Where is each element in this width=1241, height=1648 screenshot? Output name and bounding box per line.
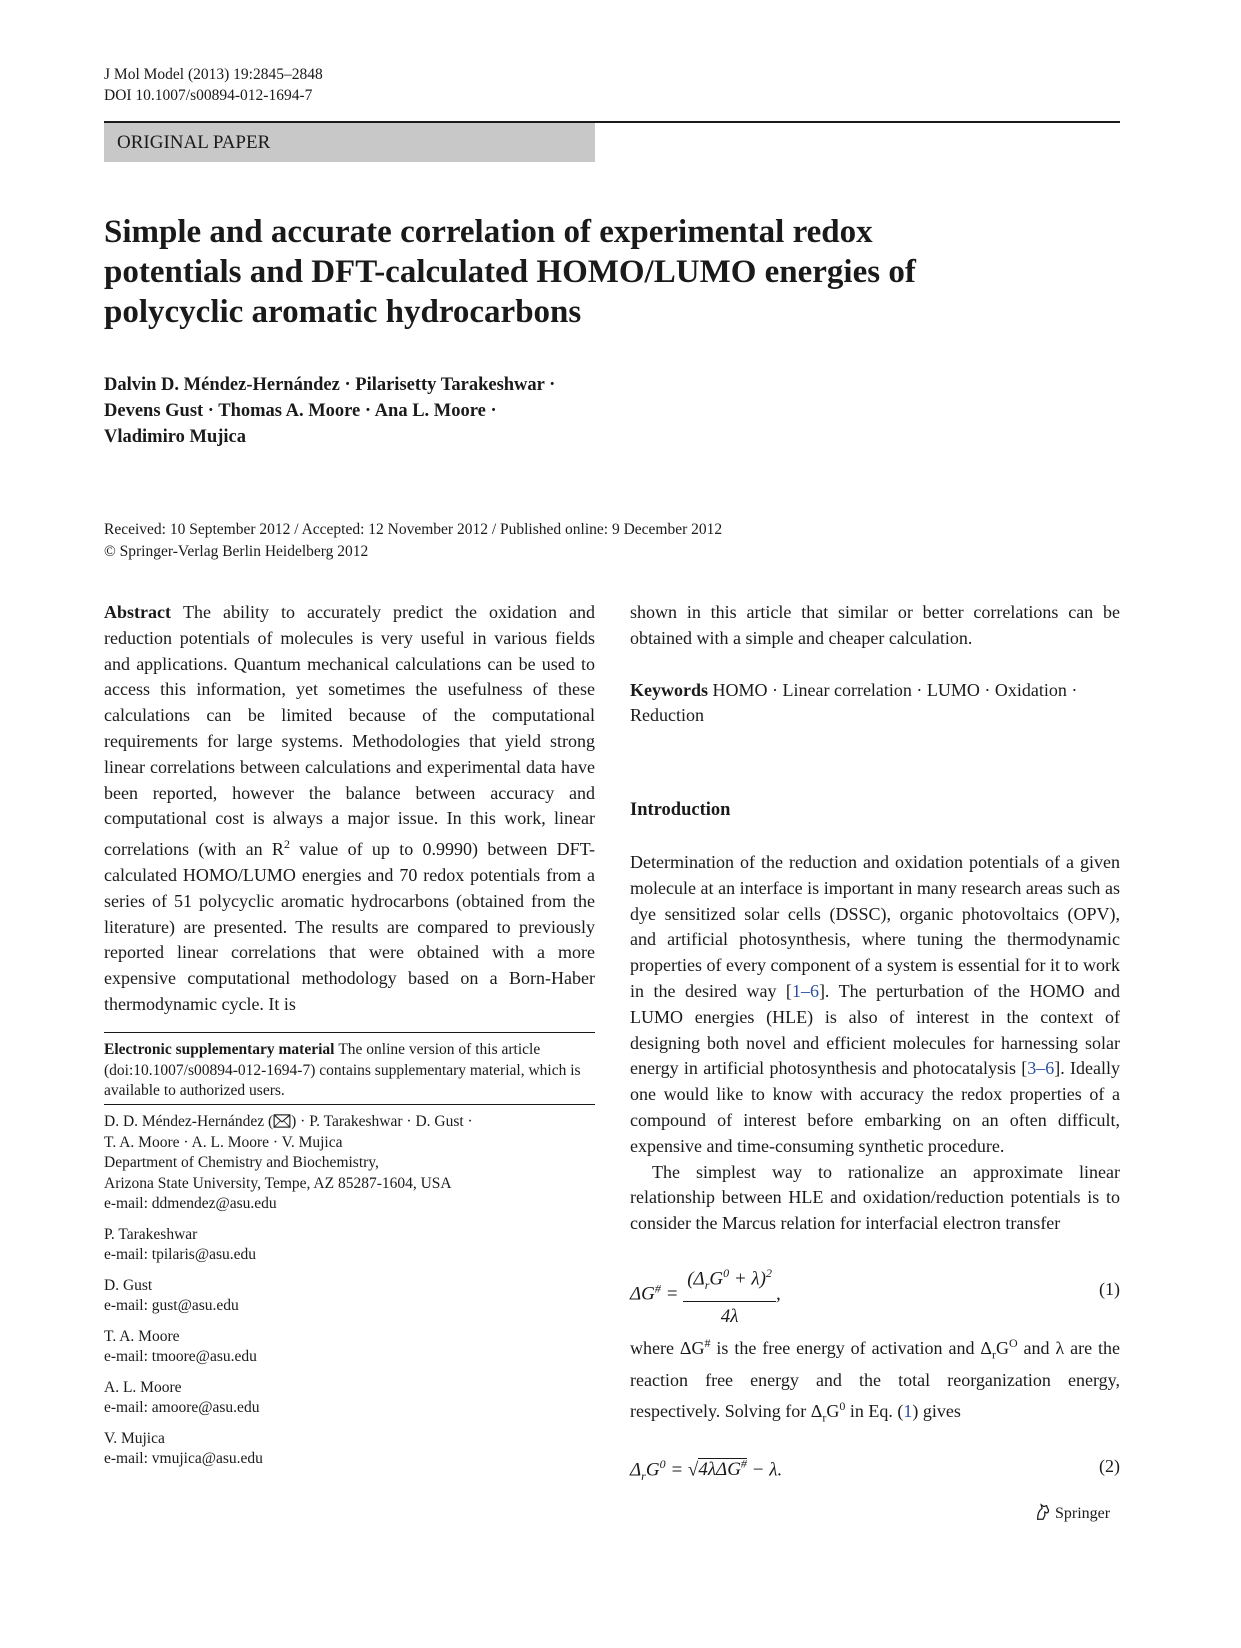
affiliation-names-rest: ) · P. Tarakeshwar · D. Gust · bbox=[291, 1113, 473, 1130]
contact-entry bbox=[104, 1276, 595, 1317]
keywords-label: Keywords bbox=[630, 679, 708, 700]
contact-name: T. A. Moore bbox=[104, 1327, 180, 1345]
keywords-text: HOMO · Linear correlation · LUMO · Oxidation · Reduction bbox=[630, 679, 1078, 726]
abstract-label: Abstract bbox=[104, 602, 171, 622]
citation-link[interactable]: 1–6 bbox=[791, 980, 819, 1001]
r-squared-sup: 2 bbox=[283, 837, 290, 852]
abstract-continuation bbox=[630, 600, 1120, 729]
affiliation-department: Department of Chemistry and Biochemistry, bbox=[104, 1154, 379, 1171]
affiliation-rule bbox=[104, 1104, 595, 1105]
abstract-continuation-text: shown in this article that similar or better correlations can be obtained with a simple and cheaper calculation. bbox=[630, 602, 1120, 648]
contact-entry bbox=[104, 1225, 595, 1266]
author-list bbox=[104, 372, 804, 450]
affiliations bbox=[104, 1112, 595, 1480]
intro-text: ]. The perturbation of the HOMO and LUMO energies (HLE) is also of interest in the context of designing both novel and efficient molecules for harnessing solar energy in artificial photosynthesis and photocatalysis [ bbox=[630, 980, 1120, 1079]
esm-text: The online version of this article (doi:10.1007/s00894-012-1694-7) contains supplementary material, which is available to authorized users. bbox=[104, 1041, 581, 1099]
contact-name: P. Tarakeshwar bbox=[104, 1225, 198, 1243]
contact-name: V. Mujica bbox=[104, 1429, 165, 1447]
abstract-text: The ability to accurately predict the oxidation and reduction potentials of molecules is very useful in various fields and applications. Quantum mechanical calculations can be used to access this information, yet sometimes the usefulness of these calculations can be limited because of the computational requirements for large systems. Methodologies that yield strong linear correlations between calculations and experimental data have been reported, however the balance between accuracy and computational cost is always a major issue. In this work, linear correlations (with an R bbox=[104, 602, 596, 860]
journal-header bbox=[104, 64, 323, 106]
introduction-body bbox=[630, 850, 1120, 1492]
contact-name: D. Gust bbox=[104, 1276, 153, 1294]
contact-email[interactable]: e-mail: gust@asu.edu bbox=[104, 1297, 239, 1314]
intro-text: and λ are the reaction free energy and the total reorganization energy, respectively. Solving for Δ bbox=[630, 1337, 1120, 1422]
affiliation-address: Arizona State University, Tempe, AZ 85287-1604, USA bbox=[104, 1174, 452, 1192]
esm-label: Electronic supplementary material bbox=[104, 1041, 335, 1058]
intro-paragraph-2: The simplest way to rationalize an approximate linear relationship between HLE and oxidation/reduction potentials is to consider the Marcus relation for interfacial electron transfer bbox=[630, 1161, 1120, 1234]
equation-link[interactable]: 1 bbox=[903, 1401, 913, 1422]
publisher-logo bbox=[1034, 1503, 1110, 1523]
springer-horse-icon bbox=[1034, 1503, 1052, 1521]
supplementary-note bbox=[104, 1040, 595, 1102]
intro-paragraph-1 bbox=[630, 850, 1120, 1160]
contact-email[interactable]: e-mail: vmujica@asu.edu bbox=[104, 1450, 263, 1467]
publisher-name: Springer bbox=[1055, 1505, 1111, 1522]
citation-link[interactable]: 3–6 bbox=[1027, 1058, 1055, 1079]
envelope-icon bbox=[273, 1114, 291, 1128]
contact-name: A. L. Moore bbox=[104, 1378, 182, 1396]
affiliation-names: D. D. Méndez-Hernández ( bbox=[104, 1113, 274, 1130]
contact-email[interactable]: e-mail: amoore@asu.edu bbox=[104, 1399, 260, 1416]
equation-1 bbox=[630, 1247, 1120, 1325]
intro-text: Determination of the reduction and oxidation potentials of a given molecule at an interface is important in many research areas such as dye sensitized solar cells (DSSC), organic photovoltaics (OPV), and artificial photosynthesis, where tuning the thermodynamic properties of every component of a system is essential for it to work in the desired way [ bbox=[630, 852, 1120, 1001]
author-line: Devens Gust · Thomas A. Moore · Ana L. Moore · bbox=[104, 401, 497, 421]
intro-text: ) gives bbox=[912, 1401, 961, 1422]
section-heading-introduction: Introduction bbox=[630, 800, 731, 820]
contact-email[interactable]: e-mail: tmoore@asu.edu bbox=[104, 1348, 257, 1365]
journal-citation: J Mol Model (2013) 19:2845–2848 bbox=[104, 66, 323, 83]
affiliation-main bbox=[104, 1112, 595, 1215]
abstract bbox=[104, 600, 595, 1018]
journal-doi: DOI 10.1007/s00894-012-1694-7 bbox=[104, 87, 313, 104]
esm-rule bbox=[104, 1032, 595, 1033]
affiliation-email[interactable]: e-mail: ddmendez@asu.edu bbox=[104, 1195, 277, 1212]
author-line: Dalvin D. Méndez-Hernández · Pilarisetty Tarakeshwar · bbox=[104, 375, 556, 395]
contact-email[interactable]: e-mail: tpilaris@asu.edu bbox=[104, 1246, 257, 1263]
affiliation-names-2: T. A. Moore · A. L. Moore · V. Mujica bbox=[104, 1133, 343, 1151]
equation-2-body: $\Delta_rG^0 = √4\lambda\Delta G^{\#} - \lambda$. bbox=[630, 1456, 783, 1483]
intro-text: where ΔG bbox=[630, 1337, 705, 1358]
intro-text: ]. Ideally one would like to know with accuracy the redox properties of a compound of interest before embarking on an often difficult, expensive and time-consuming synthetic procedure. bbox=[630, 1058, 1120, 1156]
intro-text: is the free energy of activation and Δ bbox=[710, 1337, 992, 1358]
article-history bbox=[104, 519, 1004, 563]
intro-text: in Eq. ( bbox=[845, 1401, 904, 1422]
article-type-banner: ORIGINAL PAPER bbox=[104, 123, 595, 162]
abstract-text-continued: value of up to 0.9990) between DFT-calculated HOMO/LUMO energies and 70 redox potentials from a series of 51 polycyclic aromatic hydrocarbons (obtained from the literature) are presented. The results are compared to previously reported linear correlations that were obtained with a more expensive computational methodology based on a Born-Haber thermodynamic cycle. It is bbox=[104, 839, 595, 1014]
equation-1-number: (1) bbox=[1099, 1278, 1120, 1299]
equation-2-number: (2) bbox=[1099, 1455, 1120, 1476]
equation-1-body: ΔG# = $\frac{(\Delta_rG^0 + \lambda)^2}{4\lambda}$ , bbox=[630, 1261, 781, 1330]
history-dates: Received: 10 September 2012 / Accepted: 12 November 2012 / Published online: 9 December 2012 bbox=[104, 521, 723, 538]
page-title: Simple and accurate correlation of experimental redox potentials and DFT-calculated HOMO/LUMO energies of polycyclic aromatic hydrocarbons bbox=[104, 214, 916, 330]
author-line: Vladimiro Mujica bbox=[104, 427, 246, 447]
equation-2 bbox=[630, 1442, 1120, 1492]
contact-entry bbox=[104, 1327, 595, 1368]
keywords bbox=[630, 678, 1120, 730]
intro-paragraph-3: where ΔG# is the free energy of activation and $\Delta_rG^O$ and λ are the reaction free energy and the total reorganization energy, respectively. Solving for $\Delta_rG^0$ in Eq. (1) gives bbox=[630, 1335, 1120, 1425]
copyright: © Springer-Verlag Berlin Heidelberg 2012 bbox=[104, 543, 369, 560]
contact-entry bbox=[104, 1378, 595, 1419]
contact-entry bbox=[104, 1429, 595, 1470]
intro-text: G bbox=[995, 1337, 1009, 1358]
